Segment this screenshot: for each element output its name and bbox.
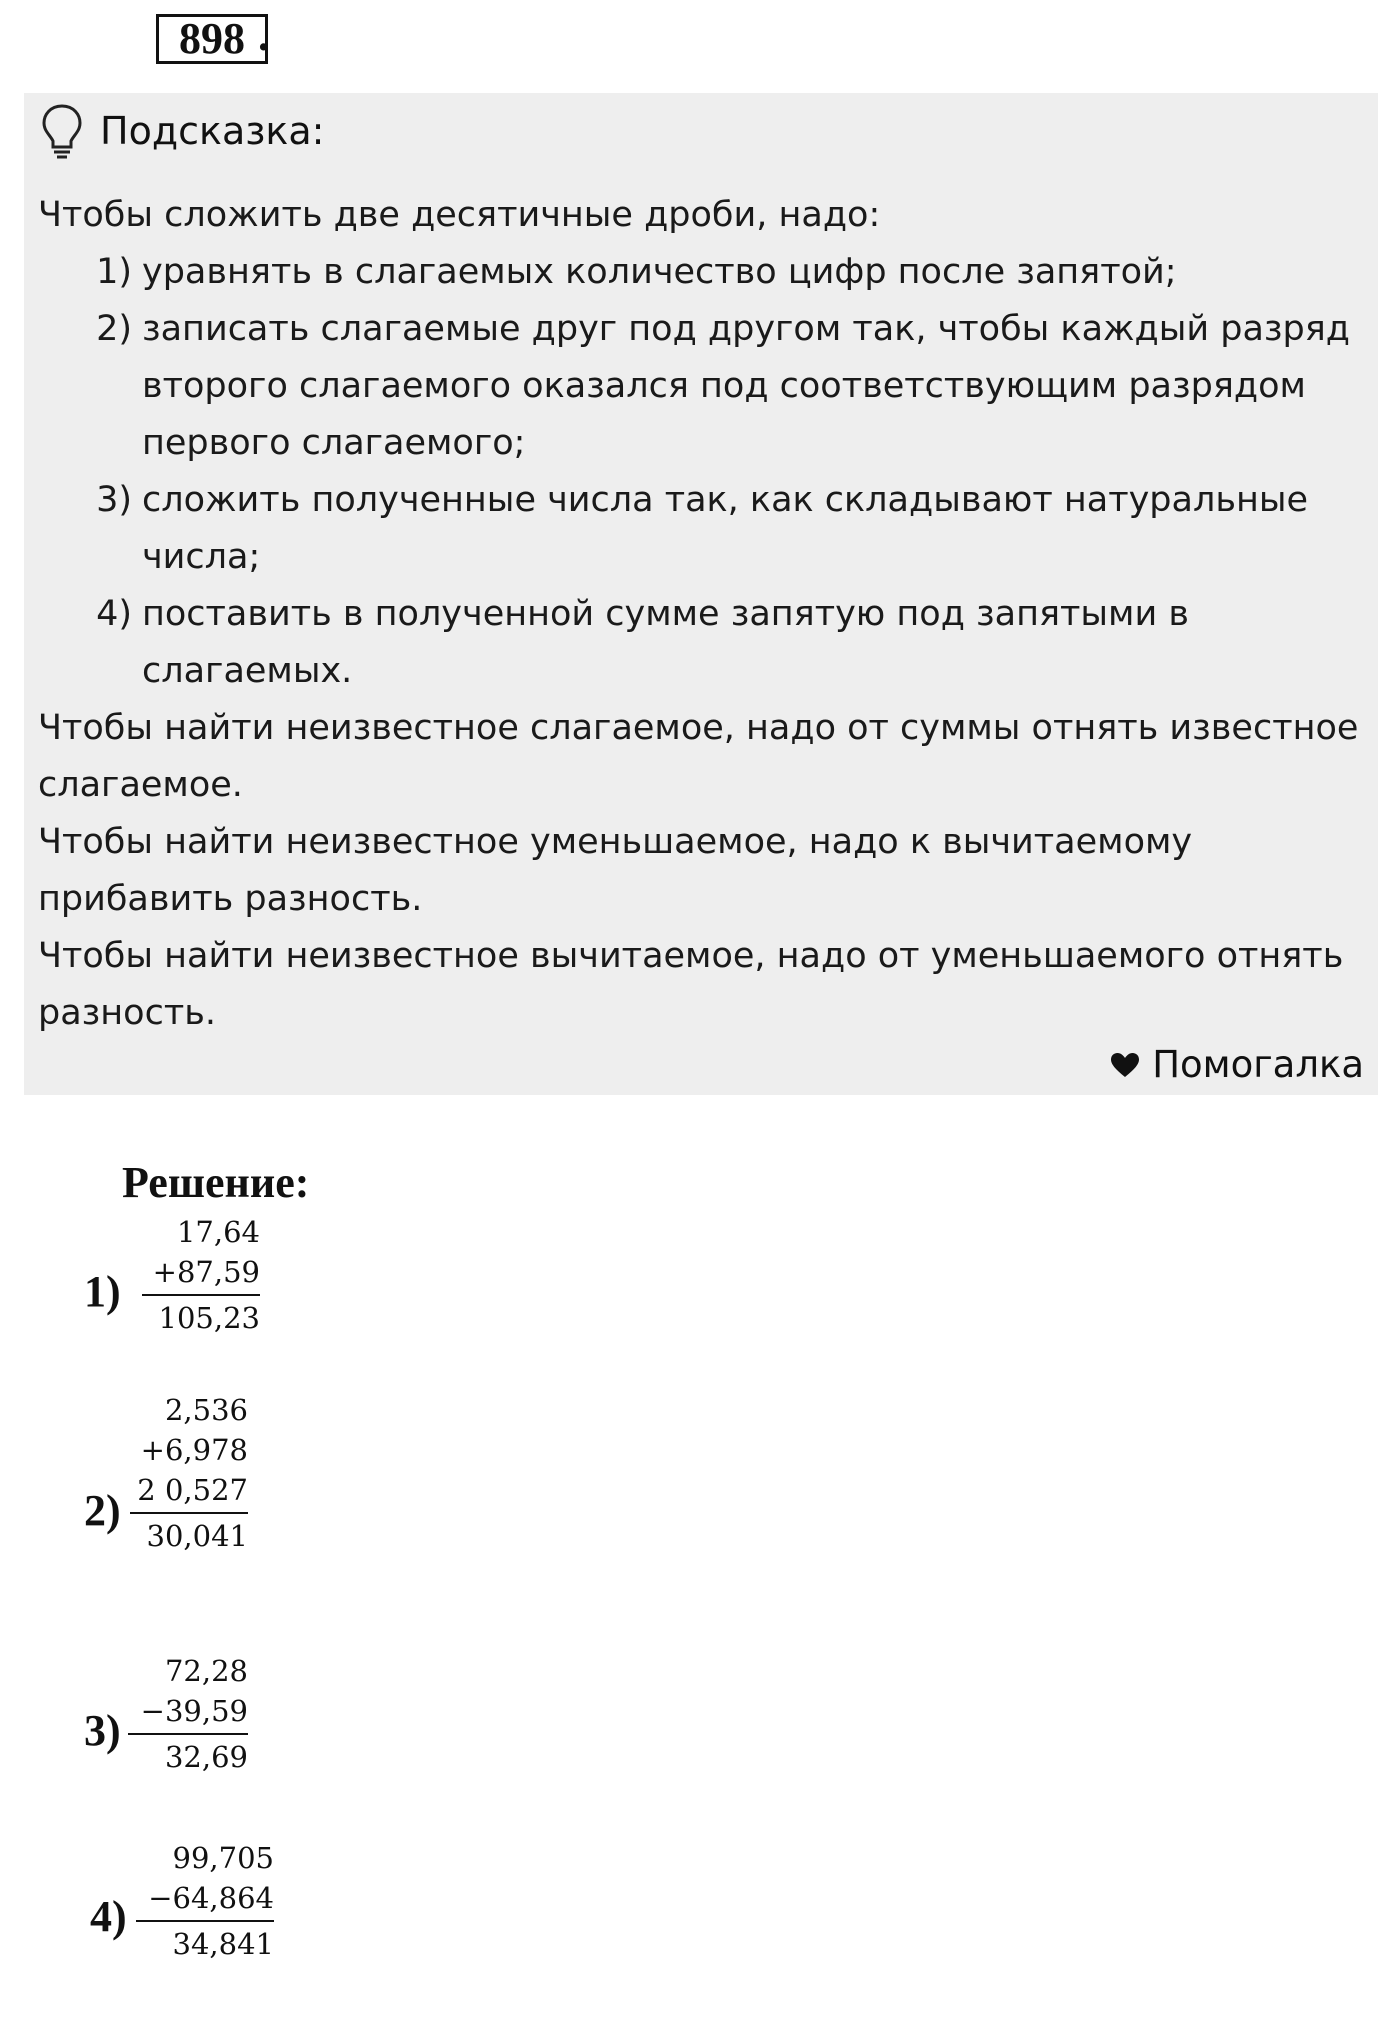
brand — [1110, 1035, 1364, 1095]
calc-line — [130, 1512, 248, 1514]
hint-step-text: записать слагаемые друг под другом так, чтобы каждый разряд второго слагаемого оказался под соответствующим разрядом первого слагаемого; — [142, 309, 1350, 463]
calc-operand: +6,978 — [140, 1433, 248, 1467]
hint-step-number: 4) — [96, 594, 132, 634]
brand-name: Помогалка — [1152, 1043, 1364, 1086]
task-number: 898 — [156, 14, 268, 64]
hint-box — [24, 93, 1378, 1095]
hint-rule: Чтобы найти неизвестное вычитаемое, надо от уменьшаемого отнять разность. — [38, 936, 1344, 1033]
calc-operand: +87,59 — [152, 1255, 260, 1289]
solution-item-label: 1) — [84, 1267, 121, 1316]
calc-operand: 72,28 — [164, 1654, 248, 1688]
calc-line — [142, 1294, 260, 1296]
column-calculation — [136, 1838, 274, 1964]
column-calculation — [130, 1390, 248, 1556]
calc-operand: −39,59 — [140, 1694, 248, 1728]
solution-item-label: 2) — [84, 1486, 121, 1535]
hint-rule: Чтобы найти неизвестное уменьшаемое, надо к вычитаемому прибавить разность. — [38, 822, 1193, 919]
hint-intro: Чтобы сложить две десятичные дроби, надо: — [38, 195, 881, 235]
calc-result: 34,841 — [172, 1927, 274, 1961]
solution-title: Решение: — [122, 1158, 310, 1207]
calc-line — [136, 1920, 274, 1922]
column-calculation — [142, 1212, 260, 1338]
hint-step-text: уравнять в слагаемых количество цифр после запятой; — [142, 252, 1177, 292]
solution-item-label: 4) — [90, 1892, 127, 1941]
hint-step-number: 1) — [96, 252, 132, 292]
heart-icon — [1110, 1052, 1140, 1078]
hint-body — [38, 187, 1368, 1042]
hint-step-number: 3) — [96, 480, 132, 520]
hint-step — [38, 244, 1368, 301]
hint-step-text: сложить полученные числа так, как складывают натуральные числа; — [142, 480, 1309, 577]
solution-item-label: 3) — [84, 1706, 121, 1755]
task-number-dot: . — [258, 11, 269, 60]
calc-operand: 99,705 — [172, 1841, 274, 1875]
calc-result: 32,69 — [164, 1740, 248, 1774]
calc-result: 105,23 — [158, 1301, 260, 1335]
hint-step-text: поставить в полученной сумме запятую под запятыми в слагаемых. — [142, 594, 1189, 691]
hint-step-number: 2) — [96, 309, 132, 349]
calc-operand: −64,864 — [148, 1881, 274, 1915]
hint-step — [38, 586, 1368, 700]
hint-title: Подсказка: — [100, 109, 325, 153]
calc-operand: 2 0,527 — [137, 1473, 248, 1507]
hint-step — [38, 472, 1368, 586]
hint-rule: Чтобы найти неизвестное слагаемое, надо от суммы отнять известное слагаемое. — [38, 708, 1359, 805]
lightbulb-icon — [40, 103, 84, 161]
hint-step — [38, 301, 1368, 472]
calc-operand: 17,64 — [176, 1215, 260, 1249]
column-calculation — [128, 1651, 248, 1777]
calc-result: 30,041 — [146, 1519, 248, 1553]
calc-operand: 2,536 — [164, 1393, 248, 1427]
calc-line — [128, 1733, 248, 1735]
